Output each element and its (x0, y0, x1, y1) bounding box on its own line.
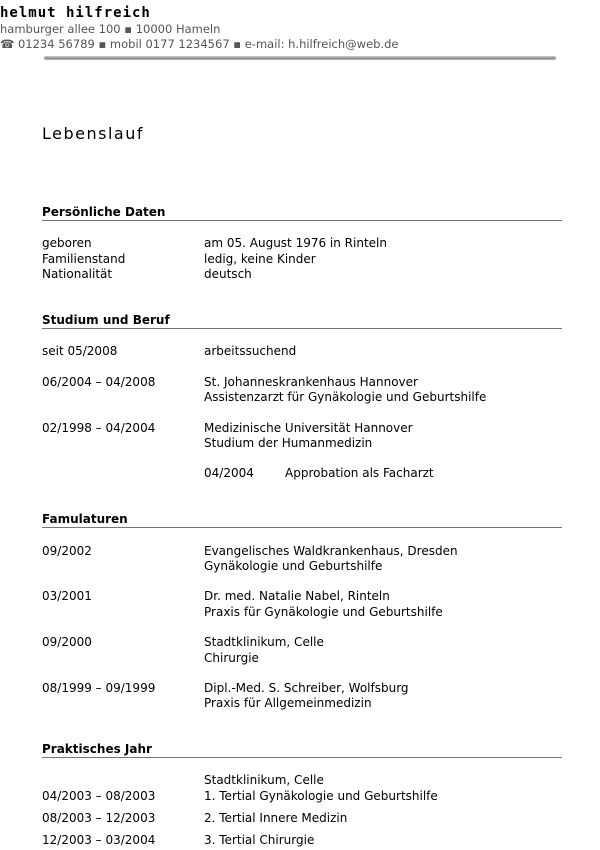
personal-label: geboren (42, 236, 92, 250)
famulatur-text: Dipl.-Med. S. Schreiber, Wolfsburg (204, 681, 409, 695)
famulatur-text: Evangelisches Waldkrankenhaus, Dresden (204, 544, 458, 558)
pj-date: 12/2003 – 03/2004 (42, 833, 156, 847)
famulatur-text: Dr. med. Natalie Nabel, Rinteln (204, 589, 390, 603)
career-text: Assistenzarzt für Gynäkologie und Geburtshilfe (204, 390, 487, 404)
famulatur-text: Chirurgie (204, 651, 259, 665)
career-subdate: 04/2004 (204, 466, 254, 480)
document-title: Lebenslauf (42, 124, 144, 143)
personal-value: ledig, keine Kinder (204, 252, 316, 266)
famulatur-text: Gynäkologie und Geburtshilfe (204, 559, 383, 573)
pj-place: Stadtklinikum, Celle (204, 773, 324, 787)
applicant-name: helmut hilfreich (0, 5, 151, 21)
career-subtext: Approbation als Facharzt (285, 466, 434, 480)
career-date: 06/2004 – 04/2008 (42, 375, 156, 389)
section-heading-famulaturen: Famulaturen (42, 512, 562, 528)
address-line: hamburger allee 100 ▪ 10000 Hameln (0, 22, 221, 36)
career-text: Medizinische Universität Hannover (204, 421, 413, 435)
famulatur-date: 08/1999 – 09/1999 (42, 681, 156, 695)
career-date: seit 05/2008 (42, 344, 118, 358)
section-heading-pj: Praktisches Jahr (42, 742, 562, 758)
famulatur-text: Stadtklinikum, Celle (204, 635, 324, 649)
famulatur-text: Praxis für Gynäkologie und Geburtshilfe (204, 605, 443, 619)
pj-text: 2. Tertial Innere Medizin (204, 811, 348, 825)
personal-label: Familienstand (42, 252, 126, 266)
personal-label: Nationalität (42, 267, 113, 281)
famulatur-date: 03/2001 (42, 589, 92, 603)
section-heading-personal: Persönliche Daten (42, 205, 562, 221)
section-heading-career: Studium und Beruf (42, 313, 562, 329)
header-divider (44, 56, 556, 60)
personal-value: am 05. August 1976 in Rinteln (204, 236, 387, 250)
pj-text: 1. Tertial Gynäkologie und Geburtshilfe (204, 789, 438, 803)
contact-line: ☎ 01234 56789 ▪ mobil 0177 1234567 ▪ e-mail: h.hilfreich@web.de (0, 37, 399, 51)
career-date: 02/1998 – 04/2004 (42, 421, 156, 435)
career-text: arbeitssuchend (204, 344, 297, 358)
pj-date: 04/2003 – 08/2003 (42, 789, 156, 803)
career-text: St. Johanneskrankenhaus Hannover (204, 375, 418, 389)
pj-date: 08/2003 – 12/2003 (42, 811, 156, 825)
career-text: Studium der Humanmedizin (204, 436, 373, 450)
famulatur-date: 09/2002 (42, 544, 92, 558)
pj-text: 3. Tertial Chirurgie (204, 833, 315, 847)
famulatur-text: Praxis für Allgemeinmedizin (204, 696, 372, 710)
famulatur-date: 09/2000 (42, 635, 92, 649)
personal-value: deutsch (204, 267, 252, 281)
